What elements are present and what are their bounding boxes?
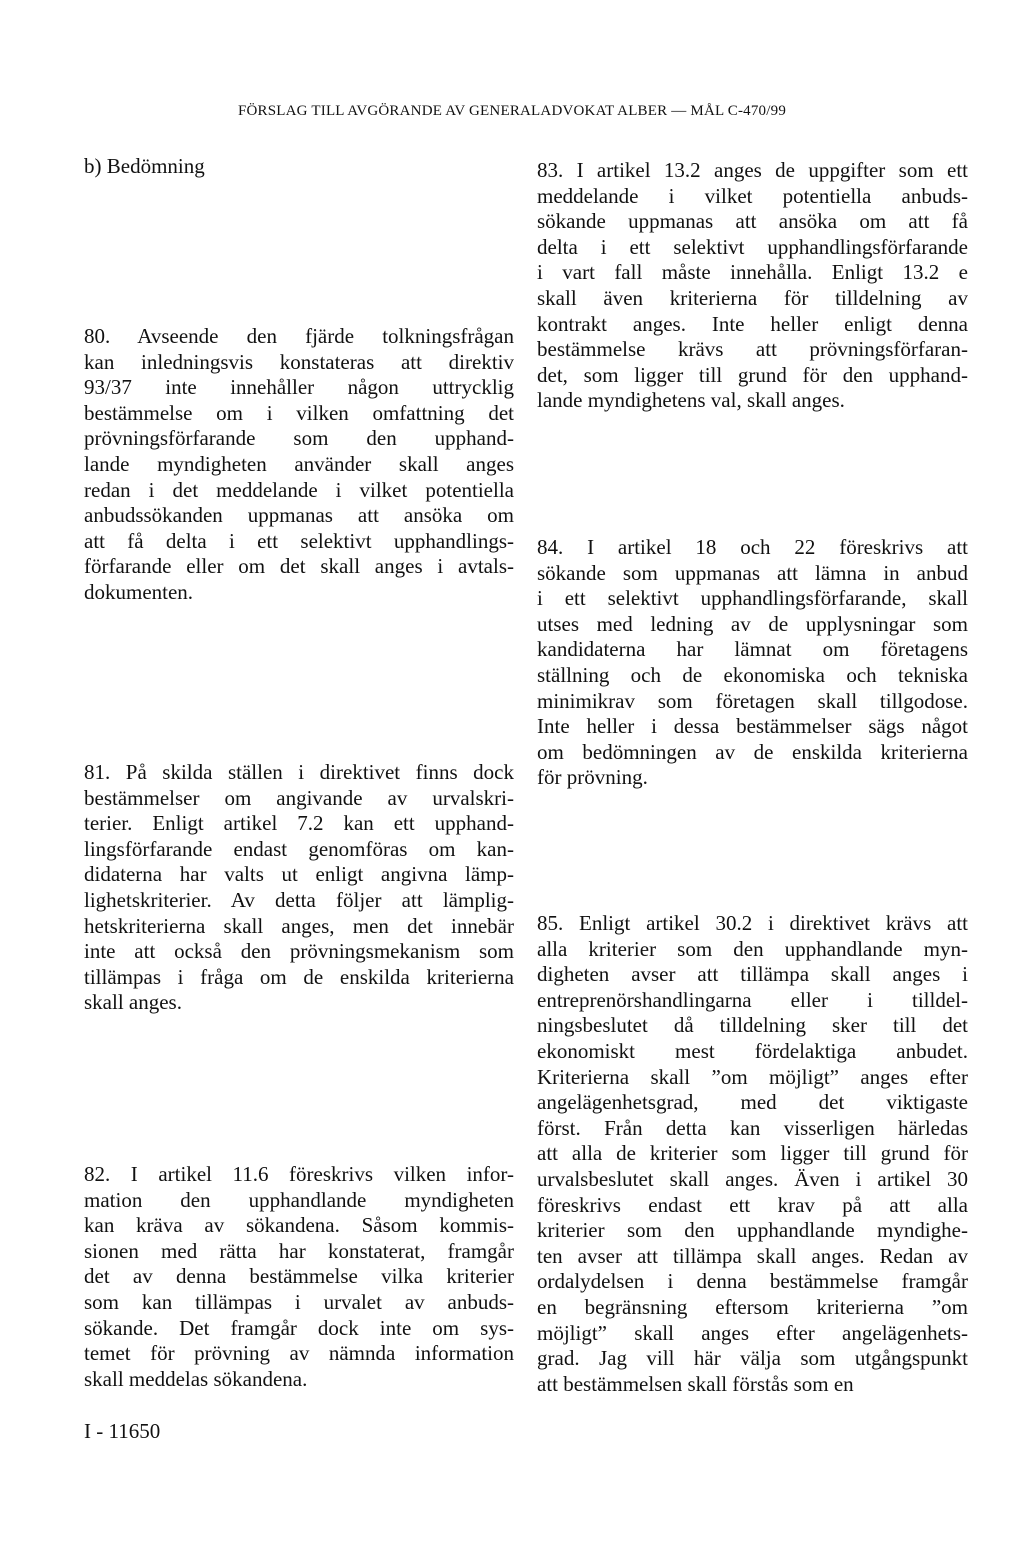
text-line: inte att också den prövningsmekanism som [84, 939, 514, 964]
paragraph-81 [84, 760, 514, 1016]
text-line: grad. Jag vill här välja som utgångspunkt [537, 1346, 968, 1371]
text-line: 85. Enligt artikel 30.2 i direktivet krävs att [537, 911, 968, 935]
text-line: möjligt” skall anges efter angelägenhets- [537, 1320, 968, 1345]
paragraph-81-text [84, 760, 514, 1016]
text-line: en begränsning eftersom kriterierna ”om [537, 1294, 968, 1319]
text-line: 93/37 inte innehåller någon uttrycklig [84, 375, 514, 400]
text-line: digheten avser att tillämpa skall anges i [537, 962, 968, 987]
text-line: sökande som uppmanas att lämna in anbud [537, 560, 968, 585]
text-line: dokumenten. [84, 579, 194, 604]
paragraph-80-text [84, 324, 514, 606]
text-line: som kan tillämpas i urvalet av anbuds- [84, 1289, 514, 1314]
text-line: urvalsbeslutet skall anges. Även i artikel 30 [537, 1166, 968, 1191]
text-line: meddelande i vilket potentiella anbuds- [537, 183, 968, 208]
running-header: FÖRSLAG TILL AVGÖRANDE AV GENERALADVOKAT ALBER — MÅL C-470/99 [237, 103, 787, 119]
paragraph-83-text [537, 158, 968, 414]
text-line: i ett selektivt upphandlingsförfarande, skall [537, 586, 968, 611]
text-line: terier. Enligt artikel 7.2 kan ett upphand- [84, 811, 514, 836]
text-line: sökande uppmanas att ansöka om att få [537, 209, 968, 234]
text-line: skall anges. [84, 990, 182, 1015]
page-number: I - 11650 [84, 1419, 161, 1443]
text-line: skall meddelas sökandena. [84, 1366, 308, 1391]
text-line: kan kräva av sökandena. Såsom kommis- [84, 1213, 514, 1238]
paragraph-80 [84, 324, 514, 606]
text-line: sökande. Det framgår dock inte om sys- [84, 1315, 514, 1340]
text-line: ningsbeslutet då tilldelning sker till det [537, 1013, 968, 1038]
text-line: Inte heller i dessa bestämmelser sägs något [537, 714, 968, 739]
text-line: bestämmelse om i vilken omfattning det [84, 400, 514, 425]
paragraph-84-text [537, 535, 968, 791]
text-line: 81. På skilda ställen i direktivet finns dock [84, 760, 514, 784]
text-line: först. Från detta kan visserligen härledas [537, 1115, 968, 1140]
text-line: föreskrivs endast ett krav på att alla [537, 1192, 968, 1217]
text-line: 84. I artikel 18 och 22 föreskrivs att [537, 535, 968, 559]
text-line: utses med ledning av de upplysningar som [537, 611, 968, 636]
text-line: Kriterierna skall ”om möjligt” anges efter [537, 1064, 968, 1089]
text-line: hetskriterierna skall anges, men det innebär [84, 913, 514, 938]
text-line: ställning och de ekonomiska och tekniska [537, 662, 968, 687]
text-line: prövningsförfarande som den upphand- [84, 426, 514, 451]
paragraph-84 [537, 535, 968, 791]
text-line: anbudssökanden uppmanas att ansöka om [84, 503, 514, 528]
text-line: didaterna har valts ut enligt angivna lämp- [84, 862, 514, 887]
text-line: det, som ligger till grund för den upphand- [537, 362, 968, 387]
text-line: delta i ett selektivt upphandlingsförfarande [537, 234, 968, 259]
text-line: om bedömningen av de enskilda kriterierna [537, 739, 968, 764]
text-line: alla kriterier som den upphandlande myn- [537, 936, 968, 961]
text-line: det av denna bestämmelse vilka kriterier [84, 1264, 514, 1289]
text-line: kriterier som den upphandlande myndighe- [537, 1218, 968, 1243]
text-line: sionen med rätta har konstaterat, framgår [84, 1238, 514, 1263]
text-line: ordalydelsen i denna bestämmelse framgår [537, 1269, 968, 1294]
text-line: kandidaterna har lämnat om företagens [537, 637, 968, 662]
text-line: angelägenhetsgrad, med det viktigaste [537, 1090, 968, 1115]
text-line: mation den upphandlande myndigheten [84, 1187, 514, 1212]
text-line: lingsförfarande endast genomföras om kan- [84, 836, 514, 861]
text-line: redan i det meddelande i vilket potentiella [84, 477, 514, 502]
text-line: lande myndighetens val, skall anges. [537, 388, 845, 413]
paragraph-85-text [537, 911, 968, 1397]
text-line: ekonomiskt mest fördelaktiga anbudet. [537, 1038, 968, 1063]
text-line: i vart fall måste innehålla. Enligt 13.2 e [537, 260, 968, 285]
text-line: att alla de kriterier som ligger till grund för [537, 1141, 968, 1166]
text-line: minimikrav som företagen skall tillgodose. [537, 688, 968, 713]
text-line: skall även kriterierna för tilldelning av [537, 285, 968, 310]
paragraph-85 [537, 911, 968, 1397]
text-line: 82. I artikel 11.6 föreskrivs vilken infor- [84, 1162, 514, 1186]
paragraph-83 [537, 158, 968, 414]
text-line: 80. Avseende den fjärde tolkningsfrågan [84, 324, 514, 348]
text-line: för prövning. [537, 765, 648, 790]
text-line: bestämmelse krävs att prövningsförfaran- [537, 337, 968, 362]
paragraph-82-text [84, 1162, 514, 1392]
section-heading: b) Bedömning [84, 154, 205, 178]
text-line: temet för prövning av nämnda information [84, 1341, 514, 1366]
text-line: att bestämmelsen skall förstås som en [537, 1371, 854, 1396]
text-line: kontrakt anges. Inte heller enligt denna [537, 311, 968, 336]
text-line: lande myndigheten använder skall anges [84, 451, 514, 476]
text-line: tillämpas i fråga om de enskilda kriterierna [84, 964, 514, 989]
text-line: entreprenörshandlingarna eller i tilldel- [537, 987, 968, 1012]
text-line: lighetskriterier. Av detta följer att lämplig- [84, 887, 514, 912]
text-line: 83. I artikel 13.2 anges de uppgifter som ett [537, 158, 968, 182]
paragraph-82 [84, 1162, 514, 1392]
text-line: kan inledningsvis konstateras att direktiv [84, 349, 514, 374]
text-line: bestämmelser om angivande av urvalskri- [84, 785, 514, 810]
text-line: ten avser att tillämpa skall anges. Redan av [537, 1243, 968, 1268]
text-line: att få delta i ett selektivt upphandlings- [84, 528, 514, 553]
text-line: förfarande eller om det skall anges i avtals- [84, 554, 514, 579]
